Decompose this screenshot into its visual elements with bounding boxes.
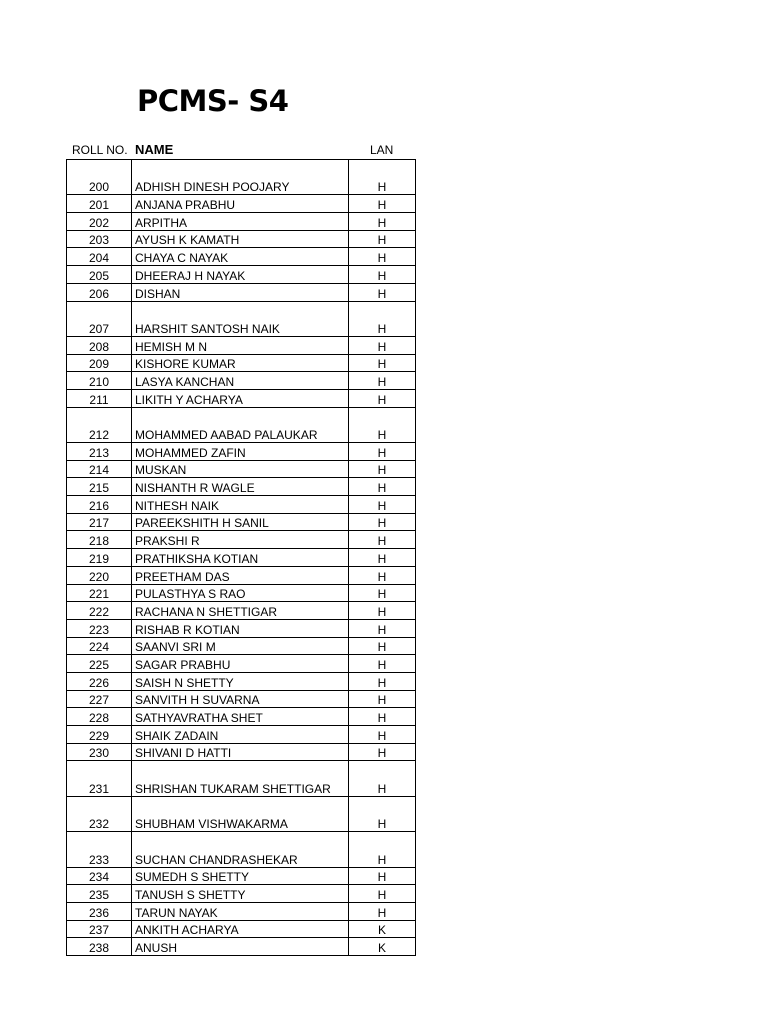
language-cell: H xyxy=(349,195,416,213)
roll-number-cell: 210 xyxy=(67,372,132,390)
table-row xyxy=(67,938,416,956)
table-row xyxy=(67,619,416,637)
student-name-cell: HEMISH M N xyxy=(132,336,349,354)
roll-number-cell: 206 xyxy=(67,283,132,301)
roll-number-cell: 204 xyxy=(67,248,132,266)
language-cell: H xyxy=(349,266,416,284)
table-row xyxy=(67,248,416,266)
student-name-cell: SAANVI SRI M xyxy=(132,637,349,655)
language-cell: H xyxy=(349,160,416,195)
roll-number-cell: 207 xyxy=(67,301,132,336)
language-cell: H xyxy=(349,902,416,920)
table-row xyxy=(67,407,416,442)
table-row xyxy=(67,531,416,549)
table-row xyxy=(67,460,416,478)
table-row xyxy=(67,796,416,831)
roll-number-cell: 235 xyxy=(67,885,132,903)
language-cell: H xyxy=(349,796,416,831)
roll-number-cell: 203 xyxy=(67,230,132,248)
table-row xyxy=(67,566,416,584)
name-column-header: NAME xyxy=(135,142,174,157)
student-name-cell: ADHISH DINESH POOJARY xyxy=(132,160,349,195)
language-cell: H xyxy=(349,283,416,301)
table-row xyxy=(67,336,416,354)
roll-number-cell: 223 xyxy=(67,619,132,637)
roll-number-cell: 226 xyxy=(67,672,132,690)
language-cell: H xyxy=(349,867,416,885)
student-name-cell: KISHORE KUMAR xyxy=(132,354,349,372)
table-row xyxy=(67,920,416,938)
student-name-cell: PAREEKSHITH H SANIL xyxy=(132,513,349,531)
language-cell: H xyxy=(349,531,416,549)
student-name-cell: NISHANTH R WAGLE xyxy=(132,478,349,496)
roll-number-cell: 221 xyxy=(67,584,132,602)
roll-number-cell: 232 xyxy=(67,796,132,831)
roll-number-cell: 227 xyxy=(67,690,132,708)
student-name-cell: ANUSH xyxy=(132,938,349,956)
student-name-cell: LIKITH Y ACHARYA xyxy=(132,389,349,407)
table-row xyxy=(67,761,416,796)
language-cell: H xyxy=(349,584,416,602)
language-column-header: LAN xyxy=(370,143,394,157)
table-row xyxy=(67,478,416,496)
roll-number-cell: 202 xyxy=(67,213,132,231)
language-cell: H xyxy=(349,460,416,478)
roll-number-cell: 237 xyxy=(67,920,132,938)
table-row xyxy=(67,637,416,655)
language-cell: H xyxy=(349,549,416,567)
language-cell: H xyxy=(349,443,416,461)
table-row xyxy=(67,354,416,372)
table-row xyxy=(67,672,416,690)
student-name-cell: PRATHIKSHA KOTIAN xyxy=(132,549,349,567)
student-name-cell: ANJANA PRABHU xyxy=(132,195,349,213)
table-row xyxy=(67,902,416,920)
roll-number-cell: 222 xyxy=(67,602,132,620)
language-cell: H xyxy=(349,637,416,655)
table-row xyxy=(67,690,416,708)
roll-number-cell: 236 xyxy=(67,902,132,920)
table-row xyxy=(67,443,416,461)
language-cell: H xyxy=(349,407,416,442)
student-name-cell: SHIVANI D HATTI xyxy=(132,743,349,761)
table-row xyxy=(67,726,416,744)
language-cell: H xyxy=(349,743,416,761)
language-cell: H xyxy=(349,726,416,744)
student-name-cell: MOHAMMED AABAD PALAUKAR xyxy=(132,407,349,442)
student-roster-table xyxy=(66,159,416,956)
student-name-cell: SHUBHAM VISHWAKARMA xyxy=(132,796,349,831)
language-cell: H xyxy=(349,389,416,407)
student-name-cell: SATHYAVRATHA SHET xyxy=(132,708,349,726)
student-name-cell: RACHANA N SHETTIGAR xyxy=(132,602,349,620)
roll-number-cell: 228 xyxy=(67,708,132,726)
table-row xyxy=(67,584,416,602)
student-name-cell: PRAKSHI R xyxy=(132,531,349,549)
language-cell: H xyxy=(349,336,416,354)
table-row xyxy=(67,602,416,620)
roll-number-cell: 200 xyxy=(67,160,132,195)
student-name-cell: ARPITHA xyxy=(132,213,349,231)
language-cell: H xyxy=(349,885,416,903)
table-row xyxy=(67,266,416,284)
student-name-cell: SAGAR PRABHU xyxy=(132,655,349,673)
page-title: PCMS- S4 xyxy=(137,84,289,118)
language-cell: H xyxy=(349,566,416,584)
roll-number-cell: 214 xyxy=(67,460,132,478)
table-row xyxy=(67,213,416,231)
student-name-cell: MOHAMMED ZAFIN xyxy=(132,443,349,461)
roll-number-cell: 216 xyxy=(67,496,132,514)
roll-number-cell: 220 xyxy=(67,566,132,584)
table-row xyxy=(67,832,416,867)
roll-number-cell: 213 xyxy=(67,443,132,461)
language-cell: K xyxy=(349,938,416,956)
language-cell: H xyxy=(349,708,416,726)
roll-number-cell: 224 xyxy=(67,637,132,655)
roster-body xyxy=(67,160,416,956)
student-name-cell: PULASTHYA S RAO xyxy=(132,584,349,602)
roll-number-cell: 212 xyxy=(67,407,132,442)
language-cell: H xyxy=(349,213,416,231)
roll-number-cell: 218 xyxy=(67,531,132,549)
roll-number-cell: 238 xyxy=(67,938,132,956)
roll-number-cell: 225 xyxy=(67,655,132,673)
roll-number-cell: 209 xyxy=(67,354,132,372)
student-name-cell: CHAYA C NAYAK xyxy=(132,248,349,266)
language-cell: H xyxy=(349,672,416,690)
language-cell: H xyxy=(349,372,416,390)
language-cell: H xyxy=(349,478,416,496)
language-cell: H xyxy=(349,513,416,531)
table-row xyxy=(67,655,416,673)
roll-number-cell: 215 xyxy=(67,478,132,496)
table-row xyxy=(67,743,416,761)
student-name-cell: LASYA KANCHAN xyxy=(132,372,349,390)
table-row xyxy=(67,496,416,514)
roll-number-cell: 211 xyxy=(67,389,132,407)
student-name-cell: SUMEDH S SHETTY xyxy=(132,867,349,885)
roll-number-cell: 208 xyxy=(67,336,132,354)
roll-number-cell: 233 xyxy=(67,832,132,867)
table-row xyxy=(67,372,416,390)
student-name-cell: NITHESH NAIK xyxy=(132,496,349,514)
table-row xyxy=(67,283,416,301)
student-name-cell: SHRISHAN TUKARAM SHETTIGAR xyxy=(132,761,349,796)
student-name-cell: HARSHIT SANTOSH NAIK xyxy=(132,301,349,336)
language-cell: H xyxy=(349,761,416,796)
table-row xyxy=(67,301,416,336)
table-row xyxy=(67,513,416,531)
language-cell: H xyxy=(349,619,416,637)
roll-number-cell: 217 xyxy=(67,513,132,531)
student-name-cell: DISHAN xyxy=(132,283,349,301)
student-name-cell: SHAIK ZADAIN xyxy=(132,726,349,744)
table-row xyxy=(67,885,416,903)
student-name-cell: PREETHAM DAS xyxy=(132,566,349,584)
student-name-cell: SUCHAN CHANDRASHEKAR xyxy=(132,832,349,867)
language-cell: H xyxy=(349,690,416,708)
student-name-cell: TANUSH S SHETTY xyxy=(132,885,349,903)
language-cell: H xyxy=(349,602,416,620)
language-cell: H xyxy=(349,354,416,372)
student-name-cell: AYUSH K KAMATH xyxy=(132,230,349,248)
student-name-cell: DHEERAJ H NAYAK xyxy=(132,266,349,284)
student-name-cell: MUSKAN xyxy=(132,460,349,478)
table-row xyxy=(67,195,416,213)
language-cell: H xyxy=(349,832,416,867)
student-name-cell: SANVITH H SUVARNA xyxy=(132,690,349,708)
language-cell: H xyxy=(349,301,416,336)
language-cell: H xyxy=(349,248,416,266)
student-name-cell: ANKITH ACHARYA xyxy=(132,920,349,938)
language-cell: H xyxy=(349,230,416,248)
roll-number-cell: 219 xyxy=(67,549,132,567)
roll-number-cell: 201 xyxy=(67,195,132,213)
table-row xyxy=(67,389,416,407)
roll-number-cell: 230 xyxy=(67,743,132,761)
language-cell: H xyxy=(349,655,416,673)
table-row xyxy=(67,708,416,726)
table-row xyxy=(67,160,416,195)
table-row xyxy=(67,549,416,567)
language-cell: K xyxy=(349,920,416,938)
roll-number-cell: 231 xyxy=(67,761,132,796)
roll-number-cell: 205 xyxy=(67,266,132,284)
table-row xyxy=(67,867,416,885)
student-name-cell: RISHAB R KOTIAN xyxy=(132,619,349,637)
language-cell: H xyxy=(349,496,416,514)
student-name-cell: TARUN NAYAK xyxy=(132,902,349,920)
roll-number-cell: 234 xyxy=(67,867,132,885)
student-name-cell: SAISH N SHETTY xyxy=(132,672,349,690)
roll-column-header: ROLL NO. xyxy=(72,143,128,157)
roll-number-cell: 229 xyxy=(67,726,132,744)
table-row xyxy=(67,230,416,248)
